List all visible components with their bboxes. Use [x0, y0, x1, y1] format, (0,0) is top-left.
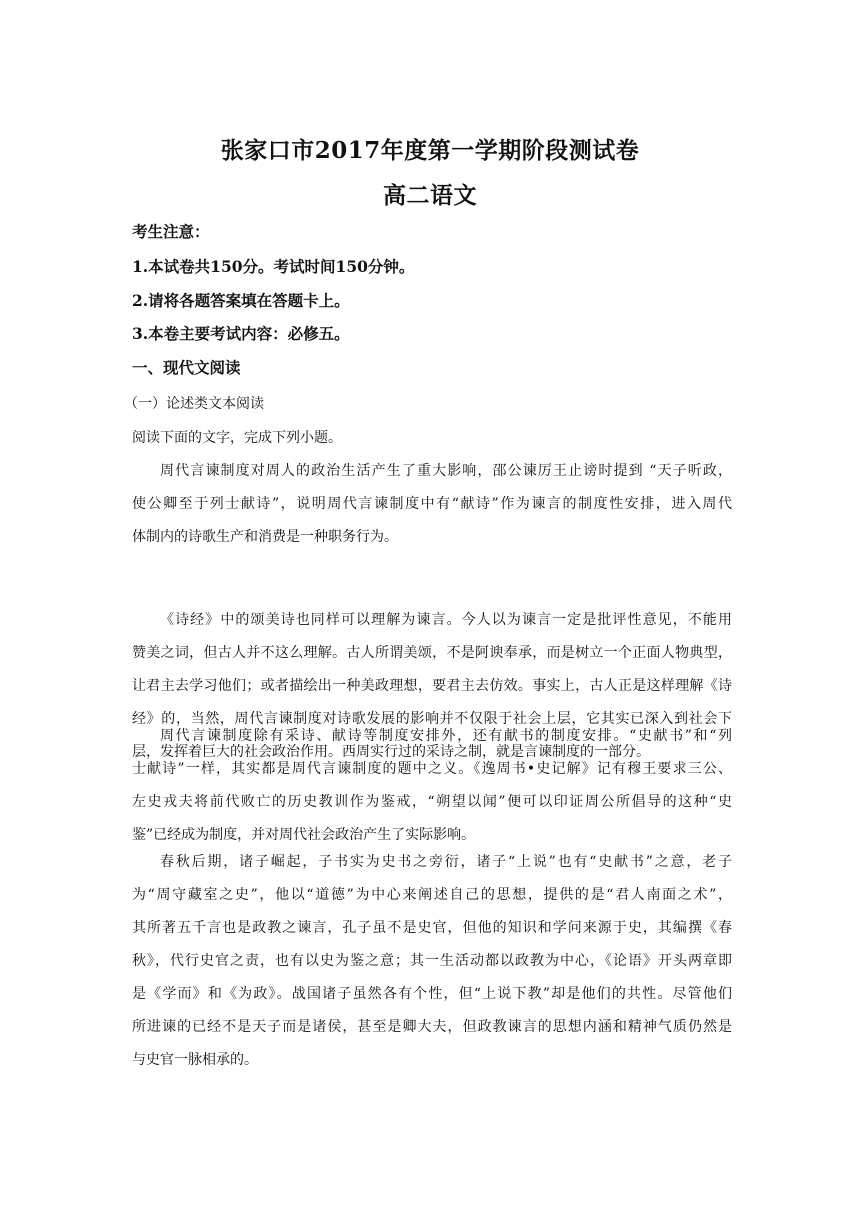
text-line: 士献诗”一样，其实都是周代言谏制度的题中之义。《逸周书•史记解》记有穆王要求三公、 — [132, 761, 732, 777]
subsection-title: （一）论述类文本阅读 — [124, 396, 264, 412]
text-line: 所进谏的已经不是天子而是诸侯，甚至是卿大夫，但政教谏言的思想内涵和精神气质仍然是 — [132, 1019, 732, 1035]
text-line: 经》的，当然，周代言谏制度对诗歌发展的影响并不仅限于社会上层，它其实已深入到社会下 — [132, 711, 732, 727]
text-line: 鉴”已经成为制度，并对周代社会政治产生了实际影响。 — [132, 827, 476, 843]
text-line: 为“周守藏室之史”，他以“道德”为中心来阐述自己的思想，提供的是“君人南面之术”， — [132, 887, 732, 903]
text-line: 使公卿至于列士献诗”，说明周代言谏制度中有“献诗”作为谏言的制度性安排，进入周代 — [132, 496, 732, 512]
text-line: 秋》，代行史官之责，也有以史为鉴之意；其一生活动都以政教为中心，《论语》开头两章即 — [132, 953, 732, 969]
paragraph-4 — [132, 846, 732, 1077]
text-line: 其所著五千言也是政教之谏言，孔子虽不是史官，但他的知识和学问来源于史，其编撰《春 — [132, 920, 732, 936]
text-line: 与史官一脉相承的。 — [132, 1052, 258, 1068]
notice-item: 2.请将各题答案填在答题卡上。 — [132, 291, 350, 310]
text-line: 体制内的诗歌生产和消费是一种职务行为。 — [132, 529, 398, 545]
text-line: 周代言谏制度除有采诗、献诗等制度安排外，还有献书的制度安排。“史献书”和“列 — [160, 728, 732, 744]
text-line: 是《学而》和《为政》。战国诸子虽然各有个性，但“上说下教”却是他们的共性。尽管他们 — [132, 986, 732, 1002]
text-line: 让君主去学习他们；或者描绘出一种美政理想，要君主去仿效。事实上，古人正是这样理解《诗 — [132, 678, 732, 694]
notice-item: 1.本试卷共150分。考试时间150分钟。 — [132, 257, 415, 276]
exam-subtitle: 高二语文 — [383, 182, 477, 209]
text-line: 周代言谏制度对周人的政治生活产生了重大影响，邵公谏厉王止谤时提到 “天子听政， — [160, 463, 732, 479]
notice-item: 3.本卷主要考试内容：必修五。 — [132, 324, 350, 343]
text-line: 赞美之词，但古人并不这么理解。古人所谓美颂，不是阿谀奉承，而是树立一个正面人物典型， — [132, 645, 732, 661]
paragraph-3 — [132, 720, 732, 852]
paragraph-1 — [132, 455, 732, 554]
exam-title: 张家口市2017年度第一学期阶段测试卷 — [220, 137, 640, 164]
text-line: 左史戎夫将前代败亡的历史教训作为鉴戒，“朔望以闻”便可以印证周公所倡导的这种“史 — [132, 794, 732, 810]
text-line: 春秋后期，诸子崛起，子书实为史书之旁衍，诸子“上说”也有“史献书”之意，老子 — [160, 854, 732, 870]
text-line: 《诗经》中的颂美诗也同样可以理解为谏言。今人以为谏言一定是批评性意见，不能用 — [160, 612, 732, 628]
notice-heading: 考生注意： — [132, 222, 210, 241]
section-title: 一、现代文阅读 — [132, 358, 241, 377]
reading-instruction: 阅读下面的文字，完成下列小题。 — [132, 430, 342, 446]
text-line: 层，发挥着巨大的社会政治作用。西周实行过的采诗之制，就是言谏制度的一部分。 — [132, 744, 650, 760]
